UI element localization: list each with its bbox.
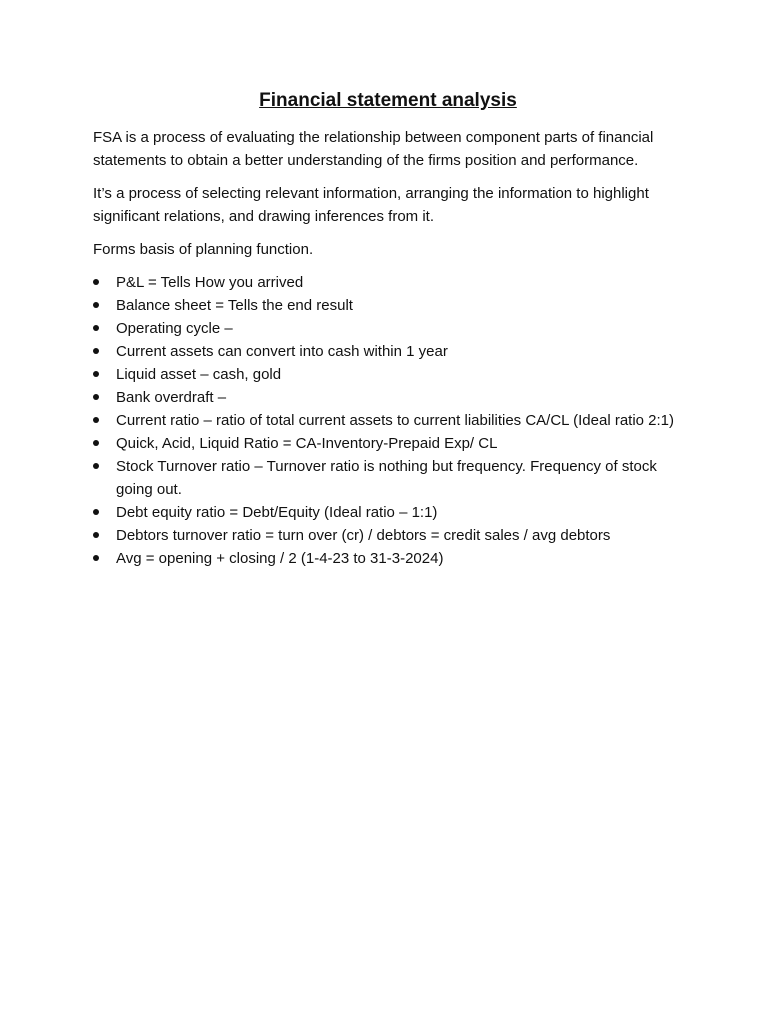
bullet-list (93, 271, 683, 570)
list-item-text: Current assets can convert into cash within 1 year (116, 343, 448, 360)
list-item-text: Operating cycle – (116, 320, 233, 337)
list-item-text: Liquid asset – cash, gold (116, 366, 282, 383)
bullet-icon (93, 302, 99, 308)
bullet-icon (93, 325, 99, 331)
bullet-icon (93, 463, 99, 469)
paragraph-definition: FSA is a process of evaluating the relationship between component parts of financial statements to obtain a better understanding of the firms position and performance. (93, 129, 654, 169)
list-item (93, 294, 683, 317)
bullet-icon (93, 394, 99, 400)
list-item (93, 524, 683, 547)
list-item (93, 363, 683, 386)
bullet-icon (93, 417, 99, 423)
list-item (93, 501, 683, 524)
bullet-icon (93, 371, 99, 377)
list-item (93, 340, 683, 363)
paragraph-planning: Forms basis of planning function. (93, 241, 314, 258)
list-item-text: Avg = opening + closing / 2 (1-4-23 to 31-3-2024) (116, 550, 444, 567)
paragraph-process: It’s a process of selecting relevant information, arranging the information to highlight significant relations, and drawing inferences from it. (93, 185, 649, 225)
bullet-icon (93, 555, 99, 561)
bullet-icon (93, 532, 99, 538)
list-item (93, 386, 683, 409)
bullet-icon (93, 279, 99, 285)
list-item-text: Debtors turnover ratio = turn over (cr) / debtors = credit sales / avg debtors (116, 527, 611, 544)
list-item-text: Balance sheet = Tells the end result (116, 297, 353, 314)
list-item-text: Current ratio – ratio of total current assets to current liabilities CA/CL (Ideal ratio 2:1) (116, 412, 675, 429)
list-item-text: Stock Turnover ratio – Turnover ratio is nothing but frequency. Frequency of stock going out. (116, 458, 657, 498)
bullet-icon (93, 348, 99, 354)
document-body (93, 90, 683, 570)
list-item (93, 317, 683, 340)
list-item (93, 409, 683, 432)
list-item (93, 432, 683, 455)
document-title: Financial statement analysis (259, 90, 517, 111)
list-item (93, 271, 683, 294)
list-item-text: Quick, Acid, Liquid Ratio = CA-Inventory-Prepaid Exp/ CL (116, 435, 498, 452)
bullet-icon (93, 440, 99, 446)
list-item-text: Debt equity ratio = Debt/Equity (Ideal ratio – 1:1) (116, 504, 438, 521)
list-item-text: P&L = Tells How you arrived (116, 274, 304, 291)
bullet-icon (93, 509, 99, 515)
list-item (93, 547, 683, 570)
list-item (93, 455, 683, 501)
list-item-text: Bank overdraft – (116, 389, 227, 406)
